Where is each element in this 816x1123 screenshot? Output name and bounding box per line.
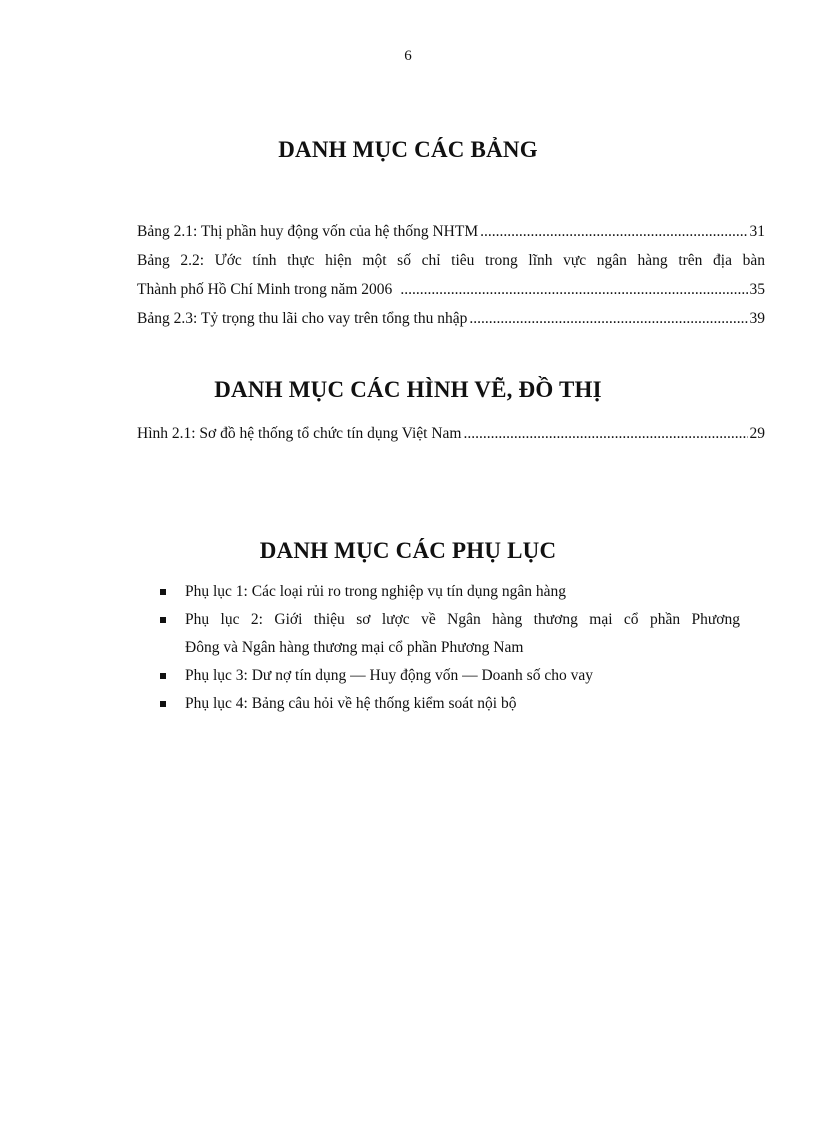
appendix-item-text-line1: Phụ lục 2: Giới thiệu sơ lược về Ngân hàng thương mại cổ phần Phương	[185, 611, 740, 628]
toc-entry-page: 35	[749, 281, 765, 298]
page-number: 6	[404, 48, 412, 64]
appendix-item-text: Phụ lục 3: Dư nợ tín dụng — Huy động vốn — Doanh số cho vay	[185, 667, 593, 684]
tables-section-title: DANH MỤC CÁC BẢNG	[278, 137, 538, 162]
appendix-item-text: Phụ lục 1: Các loại rủi ro trong nghiệp vụ tín dụng ngân hàng	[185, 583, 566, 600]
toc-entry-table-2-1[interactable]	[137, 222, 765, 242]
square-bullet-icon	[160, 589, 166, 595]
toc-entry-table-2-2-line1[interactable]	[137, 251, 765, 271]
appendix-item-text-line2: Đông và Ngân hàng thương mại cổ phần Phương Nam	[185, 639, 524, 656]
toc-entry-table-2-2-line2[interactable]	[137, 280, 765, 300]
dot-leader	[480, 222, 747, 242]
appendix-list	[160, 578, 740, 718]
appendix-item-text: Phụ lục 4: Bảng câu hỏi về hệ thống kiểm soát nội bộ	[185, 695, 517, 712]
toc-entry-label: Bảng 2.3: Tỷ trọng thu lãi cho vay trên tổng thu nhập	[137, 310, 468, 327]
square-bullet-icon	[160, 701, 166, 707]
dot-leader	[464, 424, 748, 444]
figures-section-title: DANH MỤC CÁC HÌNH VẼ, ĐỒ THỊ	[214, 377, 602, 402]
toc-entry-page: 31	[749, 223, 765, 240]
toc-entry-figure-2-1[interactable]	[137, 424, 765, 444]
square-bullet-icon	[160, 673, 166, 679]
dot-leader	[400, 280, 747, 300]
appendix-item	[160, 662, 740, 690]
toc-entry-label: Bảng 2.2: Ước tính thực hiện một số chỉ tiêu trong lĩnh vực ngân hàng trên địa bàn	[137, 252, 765, 269]
appendix-item	[160, 606, 740, 662]
dot-leader	[469, 309, 747, 329]
appendix-item	[160, 690, 740, 718]
appendix-item	[160, 578, 740, 606]
toc-entry-page: 39	[749, 310, 765, 327]
toc-entry-label: Bảng 2.1: Thị phần huy động vốn của hệ thống NHTM	[137, 223, 479, 240]
toc-entry-label: Thành phố Hồ Chí Minh trong năm 2006	[137, 281, 393, 298]
toc-entry-table-2-3[interactable]	[137, 309, 765, 329]
square-bullet-icon	[160, 617, 166, 623]
toc-entry-page: 29	[749, 425, 765, 442]
appendix-section-title: DANH MỤC CÁC PHỤ LỤC	[259, 538, 557, 563]
toc-entry-label: Hình 2.1: Sơ đồ hệ thống tổ chức tín dụng Việt Nam	[137, 425, 462, 442]
